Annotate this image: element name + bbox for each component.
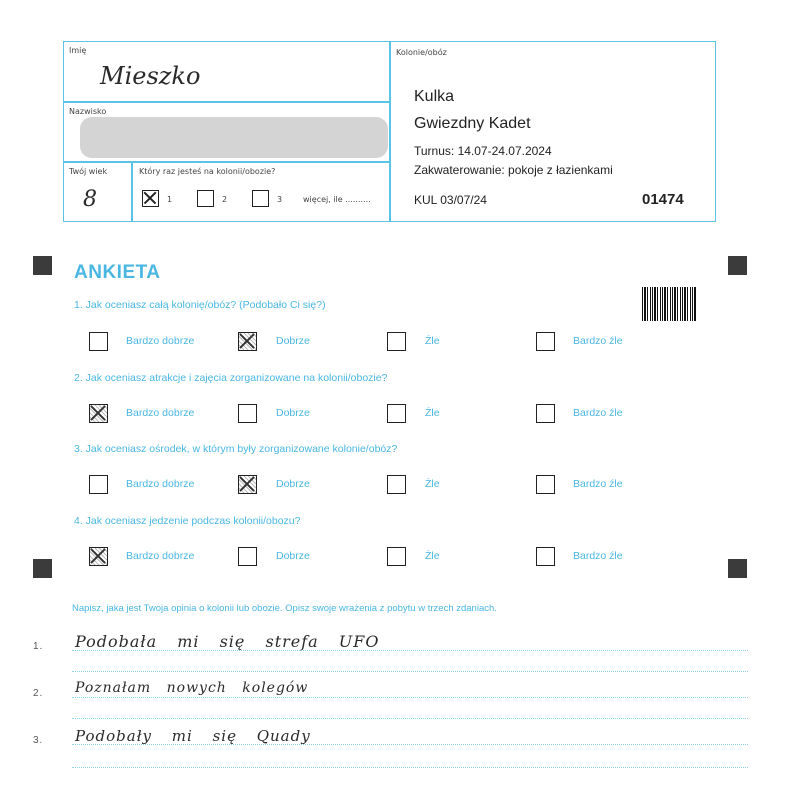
q1-option-zle: Źle: [425, 335, 440, 347]
q3-option-bardzo-dobrze: Bardzo dobrze: [126, 478, 195, 490]
q3-checkbox-dobrze[interactable]: [238, 475, 257, 494]
wiek-value[interactable]: 8: [83, 187, 97, 212]
q4-checkbox-bardzo-dobrze[interactable]: [89, 547, 108, 566]
q4-option-bardzo-zle: Bardzo źle: [573, 550, 623, 562]
q1-checkbox-bardzo-zle[interactable]: [536, 332, 555, 351]
imie-divider: [63, 101, 390, 103]
q4-option-zle: Źle: [425, 550, 440, 562]
zakwaterowanie-text: Zakwaterowanie: pokoje z łazienkami: [414, 163, 613, 177]
survey-title: ANKIETA: [74, 262, 161, 283]
q4-option-dobrze: Dobrze: [276, 550, 310, 562]
q2-option-bardzo-zle: Bardzo źle: [573, 407, 623, 419]
question-4: 4. Jak oceniasz jedzenie podczas kolonii/obozu?: [74, 515, 301, 527]
question-1: 1. Jak oceniasz całą kolonię/obóz? (Podobało Ci się?): [74, 299, 326, 311]
opinion-line-number-1: 1.: [33, 641, 44, 652]
kolonie-label: Kolonie/obóz: [396, 48, 447, 57]
q2-checkbox-zle[interactable]: [387, 404, 406, 423]
q2-option-dobrze: Dobrze: [276, 407, 310, 419]
registration-marker-bottom-left: [33, 559, 52, 578]
imie-value[interactable]: Mieszko: [100, 62, 201, 90]
q1-checkbox-dobrze[interactable]: [238, 332, 257, 351]
q2-checkbox-bardzo-zle[interactable]: [536, 404, 555, 423]
q3-checkbox-bardzo-dobrze[interactable]: [89, 475, 108, 494]
q1-option-bardzo-dobrze: Bardzo dobrze: [126, 335, 195, 347]
opinion-line-number-2: 2.: [33, 688, 44, 699]
barcode-icon: [642, 287, 696, 321]
question-2: 2. Jak oceniasz atrakcje i zajęcia zorganizowane na kolonii/obozie?: [74, 372, 388, 384]
kolonie-name: Kulka: [414, 88, 455, 105]
registration-marker-top-right: [728, 256, 747, 275]
q4-checkbox-dobrze[interactable]: [238, 547, 257, 566]
wiek-label: Twój wiek: [69, 167, 108, 176]
q3-option-zle: Źle: [425, 478, 440, 490]
imie-label: Imię: [69, 46, 87, 55]
header-divider: [389, 41, 391, 222]
opinion-instruction: Napisz, jaka jest Twoja opinia o kolonii lub obozie. Opisz swoje wrażenia z pobytu w trzech zdaniach.: [72, 603, 497, 614]
q1-option-dobrze: Dobrze: [276, 335, 310, 347]
nazwisko-redacted-field[interactable]: [80, 117, 388, 158]
q3-option-bardzo-zle: Bardzo źle: [573, 478, 623, 490]
q3-checkbox-zle[interactable]: [387, 475, 406, 494]
q3-option-dobrze: Dobrze: [276, 478, 310, 490]
q2-checkbox-dobrze[interactable]: [238, 404, 257, 423]
ktory-raz-option-2: 2: [222, 195, 228, 204]
ktory-raz-option-3: 3: [277, 195, 283, 204]
program-name: Gwiezdny Kadet: [414, 115, 531, 132]
opinion-dotted-line: [72, 650, 748, 651]
q2-option-bardzo-dobrze: Bardzo dobrze: [126, 407, 195, 419]
q3-checkbox-bardzo-zle[interactable]: [536, 475, 555, 494]
opinion-answer-3[interactable]: Podobały mi się Quady: [75, 727, 311, 745]
turnus-text: Turnus: 14.07-24.07.2024: [414, 144, 552, 158]
q1-option-bardzo-zle: Bardzo źle: [573, 335, 623, 347]
opinion-dotted-line: [72, 767, 748, 768]
opinion-answer-1[interactable]: Podobała mi się strefa UFO: [75, 632, 380, 651]
q4-checkbox-bardzo-zle[interactable]: [536, 547, 555, 566]
nazwisko-divider: [63, 161, 390, 163]
ktory-raz-option-1: 1: [167, 195, 173, 204]
q1-checkbox-zle[interactable]: [387, 332, 406, 351]
wiek-divider: [131, 161, 133, 222]
ktory-raz-checkbox-2[interactable]: [197, 190, 214, 207]
registration-marker-bottom-right: [728, 559, 747, 578]
nazwisko-label: Nazwisko: [69, 107, 107, 116]
opinion-dotted-line: [72, 744, 748, 745]
registration-marker-top-left: [33, 256, 52, 275]
q4-option-bardzo-dobrze: Bardzo dobrze: [126, 550, 195, 562]
opinion-answer-2[interactable]: Poznałam nowych kolegów: [75, 680, 309, 696]
code-text: KUL 03/07/24: [414, 193, 487, 207]
question-3: 3. Jak oceniasz ośrodek, w którym były zorganizowane kolonie/obóz?: [74, 443, 398, 455]
wiecej-label: więcej, ile ..........: [303, 195, 371, 204]
ktory-raz-label: Który raz jesteś na kolonii/obozie?: [139, 167, 276, 176]
opinion-dotted-line: [72, 671, 748, 672]
ktory-raz-checkbox-3[interactable]: [252, 190, 269, 207]
opinion-dotted-line: [72, 697, 748, 698]
ktory-raz-checkbox-1[interactable]: [142, 190, 159, 207]
q4-checkbox-zle[interactable]: [387, 547, 406, 566]
opinion-line-number-3: 3.: [33, 735, 44, 746]
q1-checkbox-bardzo-dobrze[interactable]: [89, 332, 108, 351]
form-number: 01474: [642, 191, 684, 208]
q2-checkbox-bardzo-dobrze[interactable]: [89, 404, 108, 423]
opinion-dotted-line: [72, 718, 748, 719]
q2-option-zle: Źle: [425, 407, 440, 419]
